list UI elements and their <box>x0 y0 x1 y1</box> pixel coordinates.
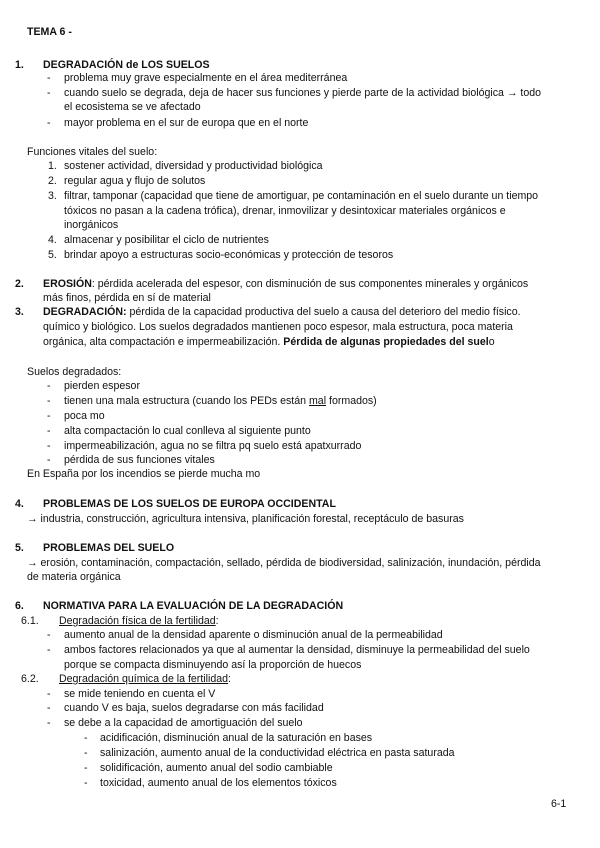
bullet-text: ambos factores relacionados ya que al aumentar la densidad, disminuye la permeabilidad del suelo <box>64 644 530 656</box>
subsection-number: 6.1. <box>21 615 39 627</box>
dash-bullet: - <box>47 702 51 714</box>
degradation-text: orgánica, alta compactación e impermeabilización. <box>43 336 284 348</box>
dash-subbullet: - <box>84 777 88 789</box>
functions-title: Funciones vitales del suelo: <box>27 146 158 158</box>
bullet-text <box>64 395 377 408</box>
dash-subbullet: - <box>84 747 88 759</box>
section-3-line <box>43 306 521 319</box>
section-6-heading: NORMATIVA PARA LA EVALUACIÓN DE LA DEGRADACIÓN <box>43 600 344 612</box>
section-5-text-cont: de materia orgánica <box>27 571 121 583</box>
degradation-term: DEGRADACIÓN: <box>43 306 127 318</box>
subsection-number: 6.2. <box>21 673 39 685</box>
erosion-definition-cont: más finos, pérdida en sí de material <box>43 292 211 304</box>
erosion-definition: : pérdida acelerada del espesor, con disminución de sus componentes minerales y orgánicos <box>91 278 529 290</box>
bullet-text: pierden espesor <box>64 380 140 392</box>
section-5-heading: PROBLEMAS DEL SUELO <box>43 542 175 554</box>
bullet-text-cont: porque se compacta disminuyendo así la proporción de huecos <box>64 659 362 671</box>
function-text: filtrar, tamponar (capacidad que tiene de amortiguar, pe contaminación en el suelo durante un tiempo <box>64 190 539 202</box>
section-2-number: 2. <box>15 278 24 290</box>
colon: : <box>228 673 231 685</box>
subsection-title <box>59 673 231 686</box>
section-5-number: 5. <box>15 542 24 554</box>
subsection-title-underlined: Degradación física de la fertilidad <box>59 615 216 627</box>
spain-note: En España por los incendios se pierde mucha mo <box>27 468 261 480</box>
section-1-number: 1. <box>15 59 24 71</box>
function-text: regular agua y flujo de solutos <box>64 175 206 187</box>
bullet-text: pérdida de sus funciones vitales <box>64 454 215 466</box>
subbullet-text: acidificación, disminución anual de la saturación en bases <box>100 732 373 744</box>
bullet-text: alta compactación lo cual conlleva al siguiente punto <box>64 425 311 437</box>
subbullet-text: solidificación, aumento anual del sodio cambiable <box>100 762 333 774</box>
dash-bullet: - <box>47 454 51 466</box>
list-number: 1. <box>48 160 57 172</box>
dash-subbullet: - <box>84 732 88 744</box>
dash-bullet: - <box>47 688 51 700</box>
bullet-text: poca mo <box>64 410 105 422</box>
dash-bullet: - <box>47 380 51 392</box>
dash-bullet: - <box>47 87 51 99</box>
properties-loss-end: o <box>488 336 495 348</box>
bullet-text: mayor problema en el sur de europa que en el norte <box>64 117 309 129</box>
page-title: TEMA 6 - <box>27 26 72 38</box>
section-1-heading: DEGRADACIÓN de LOS SUELOS <box>43 59 210 71</box>
dash-bullet: - <box>47 717 51 729</box>
dash-bullet: - <box>47 425 51 437</box>
dash-bullet: - <box>47 440 51 452</box>
section-5-text: → erosión, contaminación, compactación, sellado, pérdida de biodiversidad, salinización, inundación, pérdida <box>27 557 541 569</box>
underlined-word: mal <box>308 395 327 407</box>
structure-text-end: formados) <box>326 395 377 407</box>
dash-bullet: - <box>47 644 51 656</box>
section-4-heading: PROBLEMAS DE LOS SUELOS DE EUROPA OCCIDENTAL <box>43 498 336 510</box>
function-text: almacenar y posibilitar el ciclo de nutrientes <box>64 234 269 246</box>
bullet-text: se mide teniendo en cuenta el V <box>64 688 216 700</box>
function-text-cont: tóxicos no pasan a la cadena trófica), drenar, inmovilizar y desintoxicar materiales orgánicos e <box>64 205 506 217</box>
dash-bullet: - <box>47 72 51 84</box>
degradation-definition: pérdida de la capacidad productiva del suelo a causa del deterioro del medio físico. <box>126 306 521 318</box>
function-text: sostener actividad, diversidad y productividad biológica <box>64 160 323 172</box>
properties-loss-bold: Pérdida de algunas propiedades del suel <box>283 336 489 348</box>
list-number: 4. <box>48 234 57 246</box>
dash-bullet: - <box>47 410 51 422</box>
bullet-text: problema muy grave especialmente en el área mediterránea <box>64 72 348 84</box>
colon: : <box>215 615 219 627</box>
bullet-text-cont: el ecosistema se ve afectado <box>64 101 201 113</box>
function-text: brindar apoyo a estructuras socio-económicas y protección de tesoros <box>64 249 394 261</box>
bullet-text: se debe a la capacidad de amortiguación del suelo <box>64 717 303 729</box>
dash-subbullet: - <box>84 762 88 774</box>
bullet-text: aumento anual de la densidad aparente o disminución anual de la permeabilidad <box>64 629 443 641</box>
subbullet-text: toxicidad, aumento anual de los elementos tóxicos <box>100 777 337 789</box>
section-4-number: 4. <box>15 498 24 510</box>
dash-bullet: - <box>47 395 51 407</box>
list-number: 3. <box>48 190 57 202</box>
page-number: 6-1 <box>551 798 567 810</box>
section-3-number: 3. <box>15 306 24 318</box>
bullet-text: cuando suelo se degrada, deja de hacer sus funciones y pierde parte de la actividad biológica → todo <box>64 87 542 99</box>
erosion-term: EROSIÓN <box>43 278 92 290</box>
list-number: 5. <box>48 249 57 261</box>
section-4-text: → industria, construcción, agricultura intensiva, planificación forestal, receptáculo de basuras <box>27 513 464 525</box>
subsection-title <box>59 615 219 628</box>
subsection-title-underlined: Degradación química de la fertilidad <box>59 673 229 685</box>
section-2-line <box>43 278 528 291</box>
dash-bullet: - <box>47 629 51 641</box>
section-6-number: 6. <box>15 600 24 612</box>
structure-text: tienen una mala estructura (cuando los PEDs están <box>64 395 309 407</box>
list-number: 2. <box>48 175 57 187</box>
function-text-cont: inorgánicos <box>64 219 119 231</box>
subbullet-text: salinización, aumento anual de la conductividad eléctrica en pasta saturada <box>100 747 455 759</box>
degradation-definition-cont: químico y biológico. Los suelos degradados mantienen poco espesor, mala estructura, poca materia <box>43 321 513 333</box>
bullet-text: impermeabilización, agua no se filtra pq suelo está apatxurrado <box>64 440 362 452</box>
dash-bullet: - <box>47 117 51 129</box>
bullet-text: cuando V es baja, suelos degradarse con más facilidad <box>64 702 324 714</box>
degradation-definition-cont <box>43 336 495 349</box>
degraded-soils-title: Suelos degradados: <box>27 366 122 378</box>
